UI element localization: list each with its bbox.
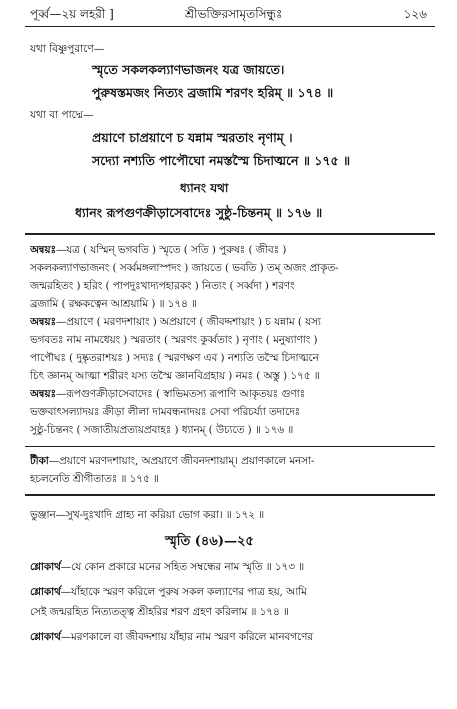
anvaya-174-line-4: ব্রজামি ( রক্ষকত্বেন আশ্রয়ামি ) ॥ ১৭৪ ॥: [30, 298, 197, 310]
tika-label: টীকা: [30, 455, 49, 467]
smriti-section-title: স্মৃতি (৪৬)—২৫: [165, 534, 254, 549]
verse-174-line-1: স্মৃতে সকলকল্যাণভাজনং যত্র জায়তে।: [92, 62, 285, 77]
anvaya-174-line-2: সকলকল্যাণভাজনং ( সর্ব্বমঙ্গলাস্পদং ) জায়তে ( ভবতি ) তম্ অজং প্রাকৃত-: [30, 262, 339, 274]
shlokartha-175-line-1: [30, 630, 432, 644]
verse-175-line-1: প্রয়াণে চাপ্রয়াণে চ যন্নাম স্মরতাং নৃণাম্ ।: [92, 130, 293, 145]
running-header-title: শ্রীভক্তিরসামৃতসিন্ধুঃ: [185, 7, 283, 21]
anvaya-175-line-1: [30, 315, 432, 329]
verse-174-line-2: পুরুষস্তমজং নিত্যং ব্রজামি শরণং হরিম্ ॥ ১৭৪ ॥: [92, 85, 334, 100]
anvaya-176-line-1: [30, 387, 432, 401]
anvaya-175-line-2: ভগবতঃ নাম নামধেয়ং ) স্মরতাং ( স্মরণং কুর্ব্বতাং ) নৃণাং ( মনুষ্যাণাং ): [30, 334, 318, 346]
shlokartha-label: শ্লোকার্থ: [30, 586, 61, 598]
dhyana-heading: ধ্যানং যথা: [180, 181, 229, 195]
source-label-vishnu-purana: যথা বিষ্ণুপুরাণে—: [30, 43, 105, 55]
tika-line-2: হচলনেতি শ্রীগীতাতঃ ॥ ১৭৫ ॥: [30, 473, 159, 485]
anvaya-label: অন্বয়ঃ: [30, 388, 56, 400]
page-number: ১২৬: [403, 7, 427, 21]
verse-175-line-2: সদ্যো নশ্যতি পাপৌঘো নমস্তস্মৈ চিদাত্মনে ॥ ১৭৫ ॥: [92, 153, 351, 168]
commentary-rule: [25, 233, 435, 235]
source-label-padma: যথা বা পাদ্মে—: [30, 109, 94, 121]
shlokartha-label: শ্লোকার্থ: [30, 561, 61, 573]
tika-text: —প্রয়াণে মরণদশায়াং, অপ্রয়াণে জীবনদশায়াম্। প্রয়াণকালে মনসা-: [48, 455, 315, 467]
tika-rule: [25, 446, 435, 447]
shlokartha-label: শ্লোকার্থ: [30, 631, 61, 643]
anvaya-174-line-3: জন্মরহিতং ) হরিং ( পাপদুঃখাদ্যপহারকং ) নিত্যং ( সর্ব্বদা ) শরণং: [30, 280, 295, 292]
shlokartha-text: —যে কোন প্রকারে মনের সহিত সম্বন্ধের নাম স্মৃতি ॥ ১৭৩ ॥: [60, 561, 305, 573]
anvaya-175-line-3: পাপৌঘঃ ( দুষ্কৃতরাশয়ঃ ) সদ্যঃ ( স্মরণক্ষণ এব ) নশ্যতি তস্মৈ চিদাত্মনে: [30, 352, 319, 364]
anvaya-176-line-3: সুষ্ঠু-চিন্তনং ( সজাতীয়প্রত্যয়প্রবাহঃ ) ধ্যানম্ ( উচ্যতে ) ॥ ১৭৬ ॥: [30, 424, 294, 436]
shlokartha-174-line-1: [30, 585, 432, 599]
anvaya-text: —যত্র ( যস্মিন্ ভগবতি ) স্মৃতে ( সতি ) পুরুষঃ ( জীবঃ ): [55, 244, 287, 256]
shlokartha-173: [30, 560, 432, 574]
anvaya-175-line-4: চিৎ জ্ঞানম্ আত্মা শরীরং যস্য তস্মৈ জ্ঞানবিগ্রহায় ) নমঃ ( অস্তু ) ১৭৫ ॥: [30, 370, 320, 382]
anvaya-text: —রূপগুণক্রীড়াসেবাদেঃ ( স্বাভিমতস্য রূপাণি আকৃতয়ঃ গুণাঃ: [55, 388, 306, 400]
translation-rule: [25, 494, 435, 496]
verse-176-line-1: ধ্যানং রূপগুণক্রীড়াসেবাদেঃ সুষ্ঠু-চিন্তনম্ ॥ ১৭৬ ॥: [75, 205, 323, 220]
shlokartha-174-line-2: সেই জন্মরহিত নিত্যতত্ত্ব শ্রীহরির শরণ গ্রহণ করিলাম ॥ ১৭৪ ॥: [30, 606, 289, 618]
anvaya-label: অন্বয়ঃ: [30, 244, 56, 256]
shlokartha-text: —যাঁহাকে স্মরণ করিলে পুরুষ সকল কল্যাণের পাত্র হয়, আমি: [60, 586, 307, 598]
running-header-left: পূর্ব্ব—২য় লহরী ]: [30, 7, 114, 21]
anvaya-176-line-2: ভক্তবাৎসল্যাদয়ঃ ক্রীড়া লীলা দামবন্ধনাদয়ঃ সেবা পরিচর্য্যা তদাদেঃ: [30, 406, 301, 418]
bhunjana-gloss: ভুঞ্জান—সুখ-দুঃখাদি গ্রাহ্য না করিয়া ভোগ করা। ॥ ১৭২ ॥: [30, 509, 265, 521]
shlokartha-text: —মরণকালে বা জীবদ্দশায় যাঁহার নাম স্মরণ করিলে মানবগণের: [60, 631, 313, 643]
header-rule: [25, 26, 435, 27]
tika-line-1: [30, 454, 432, 468]
anvaya-text: —প্রয়াণে ( মরণদশায়াং ) অপ্রয়াণে ( জীবদ্দশায়াং ) চ যন্নাম ( যস্য: [55, 316, 321, 328]
anvaya-174-line-1: [30, 243, 432, 257]
anvaya-label: অন্বয়ঃ: [30, 316, 56, 328]
